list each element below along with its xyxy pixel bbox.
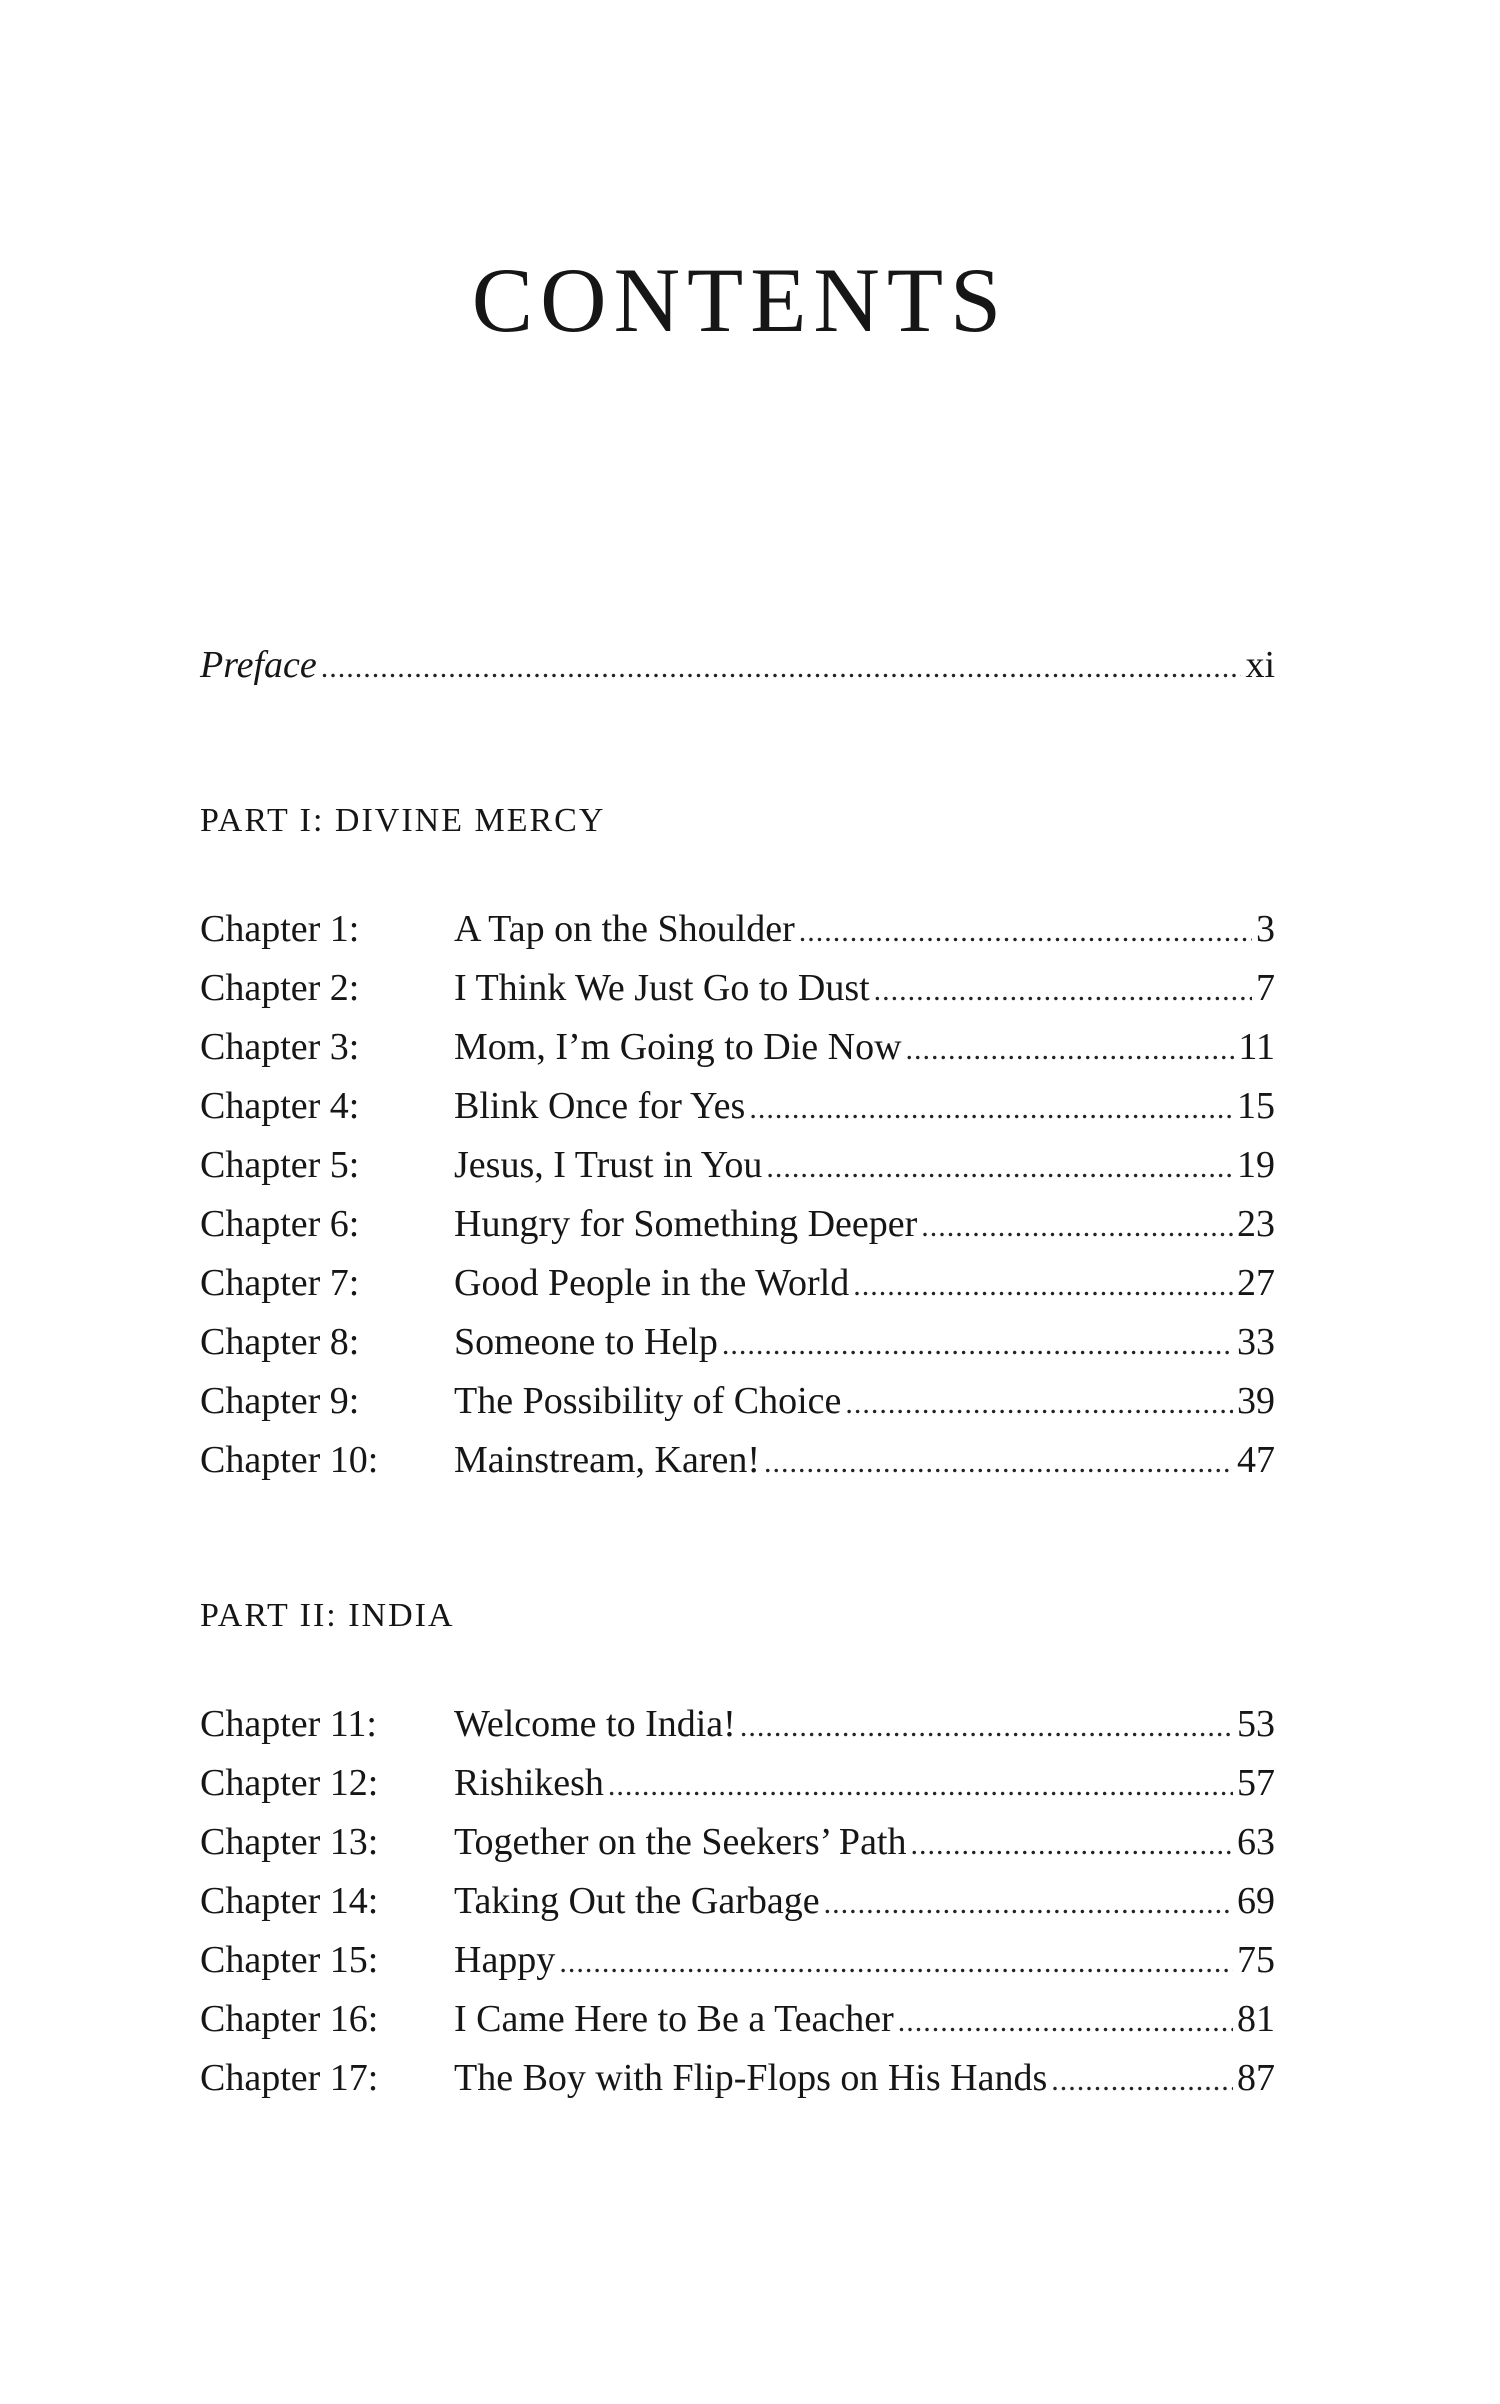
page-number: 33 [1237,1321,1275,1363]
toc-entry [200,1930,1275,1990]
chapter-label: Chapter 1: [200,908,360,950]
page-number: 19 [1237,1144,1275,1186]
chapter-label: Chapter 7: [200,1262,360,1304]
chapter-title: Together on the Seekers’ Path [454,1821,907,1863]
page-number: 57 [1237,1762,1275,1804]
dot-leader [799,902,1252,962]
chapter-title: Mom, I’m Going to Die Now [454,1026,902,1068]
toc-entry [200,1194,1275,1254]
page-number: 15 [1237,1085,1275,1127]
chapter-label: Chapter 10: [200,1439,379,1481]
dot-leader [559,1933,1233,1993]
toc-entry [200,1017,1275,1077]
chapter-title: Someone to Help [454,1321,718,1363]
chapter-label: Chapter 4: [200,1085,360,1127]
toc-entry [200,1135,1275,1195]
dot-leader [764,1433,1233,1493]
chapter-title: Taking Out the Garbage [454,1880,820,1922]
chapter-title: Welcome to India! [454,1703,736,1745]
chapter-label: Chapter 5: [200,1144,360,1186]
chapter-title: Jesus, I Trust in You [454,1144,763,1186]
chapter-label: Chapter 13: [200,1821,379,1863]
toc-entry [200,1253,1275,1313]
page-number: 23 [1237,1203,1275,1245]
chapter-label: Chapter 14: [200,1880,379,1922]
dot-leader [722,1315,1233,1375]
dot-leader [740,1697,1233,1757]
chapter-label: Chapter 9: [200,1380,360,1422]
dot-leader [906,1020,1235,1080]
chapter-title: Mainstream, Karen! [454,1439,760,1481]
page-number: 75 [1237,1939,1275,1981]
dot-leader [921,1197,1233,1257]
dot-leader [608,1756,1233,1816]
chapter-title: Blink Once for Yes [454,1085,746,1127]
toc-entry [200,958,1275,1018]
chapter-title: The Boy with Flip-Flops on His Hands [454,2057,1048,2099]
page-number: 11 [1238,1026,1275,1068]
chapter-title: Hungry for Something Deeper [454,1203,918,1245]
dot-leader [1051,2051,1233,2111]
dot-leader [321,638,1242,698]
page-number: 47 [1237,1439,1275,1481]
chapter-title: I Think We Just Go to Dust [454,967,870,1009]
page-number: 27 [1237,1262,1275,1304]
page-number: 81 [1237,1998,1275,2040]
toc-entry [200,1812,1275,1872]
chapter-label: Chapter 8: [200,1321,360,1363]
toc-entry [200,1989,1275,2049]
chapter-label: Chapter 12: [200,1762,379,1804]
chapter-label: Chapter 2: [200,967,360,1009]
toc-entry [200,1694,1275,1754]
page-number: 39 [1237,1380,1275,1422]
dot-leader [853,1256,1233,1316]
part-heading-1: PART I: DIVINE MERCY [200,802,606,839]
dot-leader [898,1992,1233,2052]
page-number: 63 [1237,1821,1275,1863]
page-number: 87 [1237,2057,1275,2099]
dot-leader [749,1079,1233,1139]
preface-label: Preface [200,644,317,686]
page-number: 7 [1256,967,1275,1009]
toc-entry-preface [200,635,1275,695]
chapter-label: Chapter 15: [200,1939,379,1981]
toc-entry [200,2048,1275,2108]
chapter-title: Happy [454,1939,556,1981]
toc-entry [200,1430,1275,1490]
chapter-label: Chapter 11: [200,1703,377,1745]
toc-entry [200,1753,1275,1813]
page-number: 69 [1237,1880,1275,1922]
chapter-title: Good People in the World [454,1262,850,1304]
chapter-title: The Possibility of Choice [454,1380,842,1422]
page-number: 3 [1256,908,1275,950]
dot-leader [824,1874,1233,1934]
page-number: xi [1245,644,1275,686]
part-heading-2: PART II: INDIA [200,1597,455,1634]
page-number: 53 [1237,1703,1275,1745]
toc-entry [200,1076,1275,1136]
chapter-label: Chapter 3: [200,1026,360,1068]
chapter-title: A Tap on the Shoulder [454,908,795,950]
chapter-title: I Came Here to Be a Teacher [454,1998,894,2040]
toc-entry [200,1312,1275,1372]
chapter-label: Chapter 6: [200,1203,360,1245]
dot-leader [766,1138,1233,1198]
dot-leader [911,1815,1234,1875]
toc-entry [200,899,1275,959]
chapter-label: Chapter 16: [200,1998,379,2040]
toc-entry [200,1371,1275,1431]
chapter-label: Chapter 17: [200,2057,379,2099]
dot-leader [874,961,1252,1021]
toc-entry [200,1871,1275,1931]
page-title: CONTENTS [471,249,1009,351]
dot-leader [845,1374,1233,1434]
chapter-title: Rishikesh [454,1762,604,1804]
